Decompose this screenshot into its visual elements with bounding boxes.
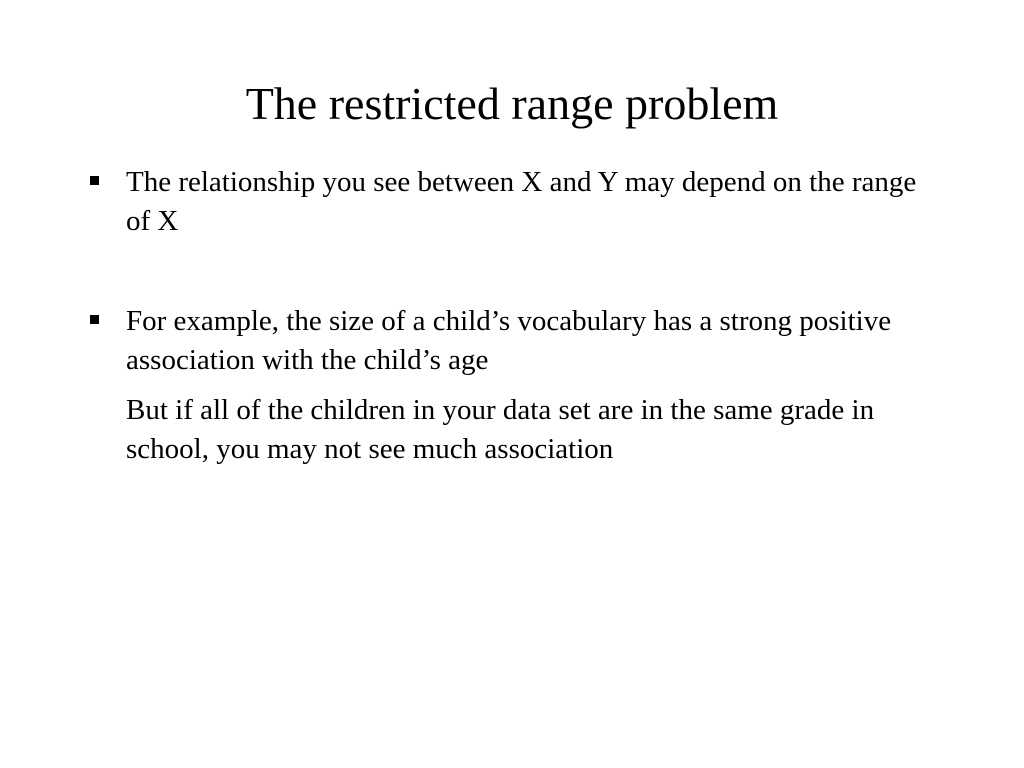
continuation-paragraph: But if all of the children in your data set are in the same grade in school, you may not see much association bbox=[126, 394, 875, 465]
square-bullet-icon bbox=[90, 176, 99, 185]
bullet-text: For example, the size of a child’s vocabulary has a strong positive association with the child’s age bbox=[126, 305, 892, 376]
bullet-text: The relationship you see between X and Y may depend on the range of X bbox=[126, 166, 917, 237]
square-bullet-icon bbox=[90, 315, 99, 324]
slide-title: The restricted range problem bbox=[245, 78, 779, 129]
